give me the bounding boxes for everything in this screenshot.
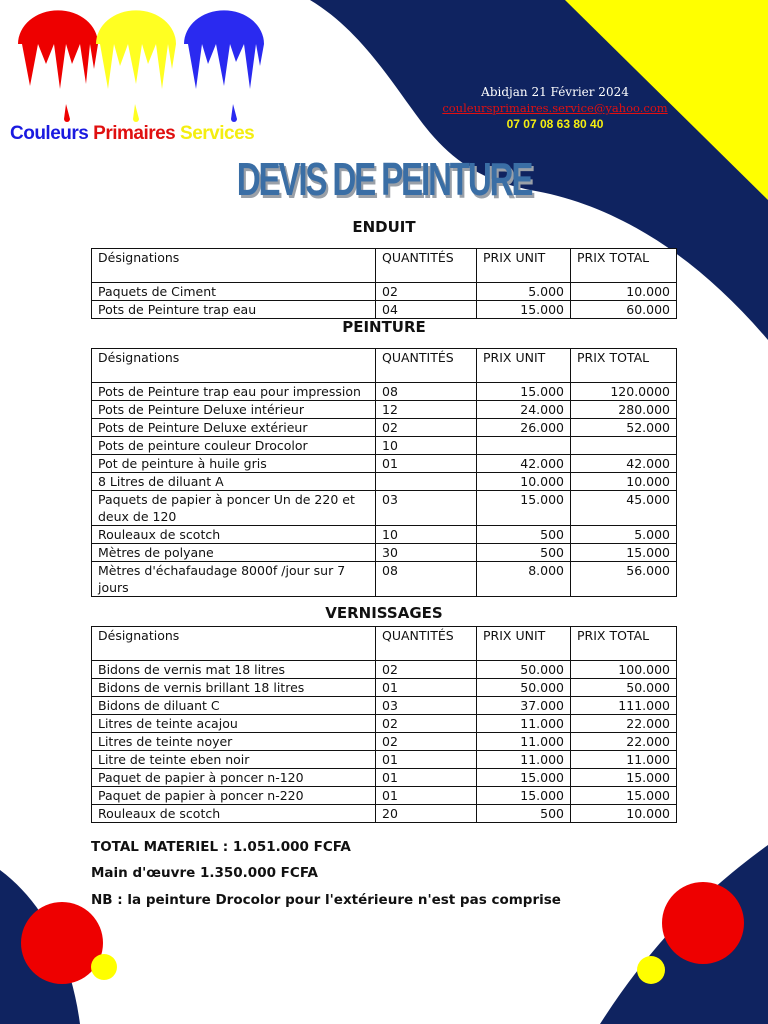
document-date: Abidjan 21 Février 2024 <box>481 85 629 99</box>
table-cell: 02 <box>376 661 477 679</box>
table-cell: Rouleaux de scotch <box>92 526 376 544</box>
table-row <box>92 473 677 491</box>
table-cell: Rouleaux de scotch <box>92 805 376 823</box>
table-cell: 01 <box>376 679 477 697</box>
table-cell: 26.000 <box>477 419 571 437</box>
table-cell: Mètres de polyane <box>92 544 376 562</box>
table-cell: 15.000 <box>477 491 571 526</box>
table-cell: 10.000 <box>477 473 571 491</box>
table-cell: 8 Litres de diluant A <box>92 473 376 491</box>
page-title: DEVIS DE PEINTURE <box>236 153 532 205</box>
table-cell: 100.000 <box>571 661 677 679</box>
table-cell <box>477 437 571 455</box>
table-cell: 50.000 <box>571 679 677 697</box>
table-cell: 60.000 <box>571 301 677 319</box>
table-cell: 5.000 <box>571 526 677 544</box>
phone-number: 07 07 08 63 80 40 <box>506 117 604 131</box>
table-row <box>92 715 677 733</box>
table-cell: 50.000 <box>477 679 571 697</box>
table-row <box>92 679 677 697</box>
table-cell: 02 <box>376 419 477 437</box>
table-row <box>92 491 677 526</box>
table-cell: 500 <box>477 805 571 823</box>
table-cell: 42.000 <box>477 455 571 473</box>
table-header-row <box>92 627 677 661</box>
table-cell: Paquets de papier à poncer Un de 220 et deux de 120 <box>92 491 376 526</box>
table-cell: 01 <box>376 751 477 769</box>
peinture-table <box>91 348 677 597</box>
table-cell <box>376 473 477 491</box>
table-row <box>92 661 677 679</box>
table-cell: 02 <box>376 283 477 301</box>
table-cell: Pots de Peinture Deluxe intérieur <box>92 401 376 419</box>
table-cell: Paquet de papier à poncer n-120 <box>92 769 376 787</box>
table-cell: Litre de teinte eben noir <box>92 751 376 769</box>
column-header: QUANTITÉS <box>376 249 477 283</box>
table-cell: 30 <box>376 544 477 562</box>
table-cell: 15.000 <box>477 769 571 787</box>
column-header: PRIX UNIT <box>477 627 571 661</box>
table-cell: 01 <box>376 769 477 787</box>
vernissages-table <box>91 626 677 823</box>
section-title-peinture: PEINTURE <box>342 318 426 336</box>
table-cell <box>571 437 677 455</box>
table-cell: Pots de Peinture trap eau pour impression <box>92 383 376 401</box>
table-cell: 8.000 <box>477 562 571 597</box>
table-cell: 11.000 <box>477 733 571 751</box>
table-row <box>92 301 677 319</box>
table-cell: 52.000 <box>571 419 677 437</box>
table-cell: 5.000 <box>477 283 571 301</box>
table-cell: 03 <box>376 697 477 715</box>
table-cell: 280.000 <box>571 401 677 419</box>
section-title-enduit: ENDUIT <box>352 218 416 236</box>
table-cell: 03 <box>376 491 477 526</box>
table-cell: 02 <box>376 715 477 733</box>
table-cell: Bidons de vernis brillant 18 litres <box>92 679 376 697</box>
table-cell: 10 <box>376 526 477 544</box>
column-header: PRIX TOTAL <box>571 349 677 383</box>
column-header: PRIX TOTAL <box>571 627 677 661</box>
column-header: Désignations <box>92 627 376 661</box>
column-header: PRIX UNIT <box>477 249 571 283</box>
column-header: PRIX TOTAL <box>571 249 677 283</box>
column-header: PRIX UNIT <box>477 349 571 383</box>
table-cell: 120.0000 <box>571 383 677 401</box>
column-header: QUANTITÉS <box>376 349 477 383</box>
table-cell: 500 <box>477 526 571 544</box>
table-cell: 12 <box>376 401 477 419</box>
table-cell: 15.000 <box>571 769 677 787</box>
table-cell: Pots de Peinture trap eau <box>92 301 376 319</box>
brand-word-2: Primaires <box>93 123 176 144</box>
note: NB : la peinture Drocolor pour l'extérieure n'est pas comprise <box>91 892 561 908</box>
table-row <box>92 697 677 715</box>
table-cell: 15.000 <box>477 383 571 401</box>
table-row <box>92 401 677 419</box>
table-cell: Litres de teinte acajou <box>92 715 376 733</box>
table-row <box>92 419 677 437</box>
table-row <box>92 455 677 473</box>
enduit-table <box>91 248 677 319</box>
table-cell: 02 <box>376 733 477 751</box>
table-cell: 04 <box>376 301 477 319</box>
table-row <box>92 437 677 455</box>
table-cell: 10.000 <box>571 805 677 823</box>
column-header: Désignations <box>92 349 376 383</box>
table-cell: 10 <box>376 437 477 455</box>
email-link[interactable]: couleursprimaires.service@yahoo.com <box>442 101 668 115</box>
table-cell: 08 <box>376 383 477 401</box>
table-cell: 15.000 <box>571 787 677 805</box>
table-header-row <box>92 349 677 383</box>
table-cell: Bidons de vernis mat 18 litres <box>92 661 376 679</box>
table-cell: Pot de peinture à huile gris <box>92 455 376 473</box>
table-cell: 111.000 <box>571 697 677 715</box>
table-cell: Bidons de diluant C <box>92 697 376 715</box>
table-cell: 45.000 <box>571 491 677 526</box>
table-cell: 22.000 <box>571 715 677 733</box>
column-header: QUANTITÉS <box>376 627 477 661</box>
table-cell: Pots de Peinture Deluxe extérieur <box>92 419 376 437</box>
table-row <box>92 526 677 544</box>
brand-word-3: Services <box>180 123 255 144</box>
table-cell: 50.000 <box>477 661 571 679</box>
table-cell: 56.000 <box>571 562 677 597</box>
section-title-vernissages: VERNISSAGES <box>325 604 443 622</box>
table-row <box>92 805 677 823</box>
table-cell: 11.000 <box>571 751 677 769</box>
table-cell: 08 <box>376 562 477 597</box>
table-row <box>92 383 677 401</box>
table-row <box>92 769 677 787</box>
table-row <box>92 283 677 301</box>
table-cell: 500 <box>477 544 571 562</box>
table-cell: 15.000 <box>571 544 677 562</box>
brand-word-1: Couleurs <box>10 123 89 144</box>
table-header-row <box>92 249 677 283</box>
table-row <box>92 544 677 562</box>
table-cell: Paquet de papier à poncer n-220 <box>92 787 376 805</box>
table-cell: Pots de peinture couleur Drocolor <box>92 437 376 455</box>
table-row <box>92 787 677 805</box>
table-cell: Paquets de Ciment <box>92 283 376 301</box>
total-materiel: TOTAL MATERIEL : 1.051.000 FCFA <box>91 839 351 855</box>
table-cell: 11.000 <box>477 751 571 769</box>
table-cell: 10.000 <box>571 283 677 301</box>
table-cell: Mètres d'échafaudage 8000f /jour sur 7 jours <box>92 562 376 597</box>
red-circle <box>21 902 103 984</box>
table-cell: Litres de teinte noyer <box>92 733 376 751</box>
table-row <box>92 751 677 769</box>
table-row <box>92 733 677 751</box>
table-cell: 01 <box>376 787 477 805</box>
table-cell: 15.000 <box>477 787 571 805</box>
brand-name <box>10 123 254 145</box>
table-cell: 15.000 <box>477 301 571 319</box>
table-cell: 22.000 <box>571 733 677 751</box>
table-cell: 11.000 <box>477 715 571 733</box>
column-header: Désignations <box>92 249 376 283</box>
labor-cost: Main d'œuvre 1.350.000 FCFA <box>91 865 318 881</box>
table-cell: 01 <box>376 455 477 473</box>
table-cell: 24.000 <box>477 401 571 419</box>
table-row <box>92 562 677 597</box>
table-cell: 42.000 <box>571 455 677 473</box>
table-cell: 20 <box>376 805 477 823</box>
table-cell: 10.000 <box>571 473 677 491</box>
table-cell: 37.000 <box>477 697 571 715</box>
